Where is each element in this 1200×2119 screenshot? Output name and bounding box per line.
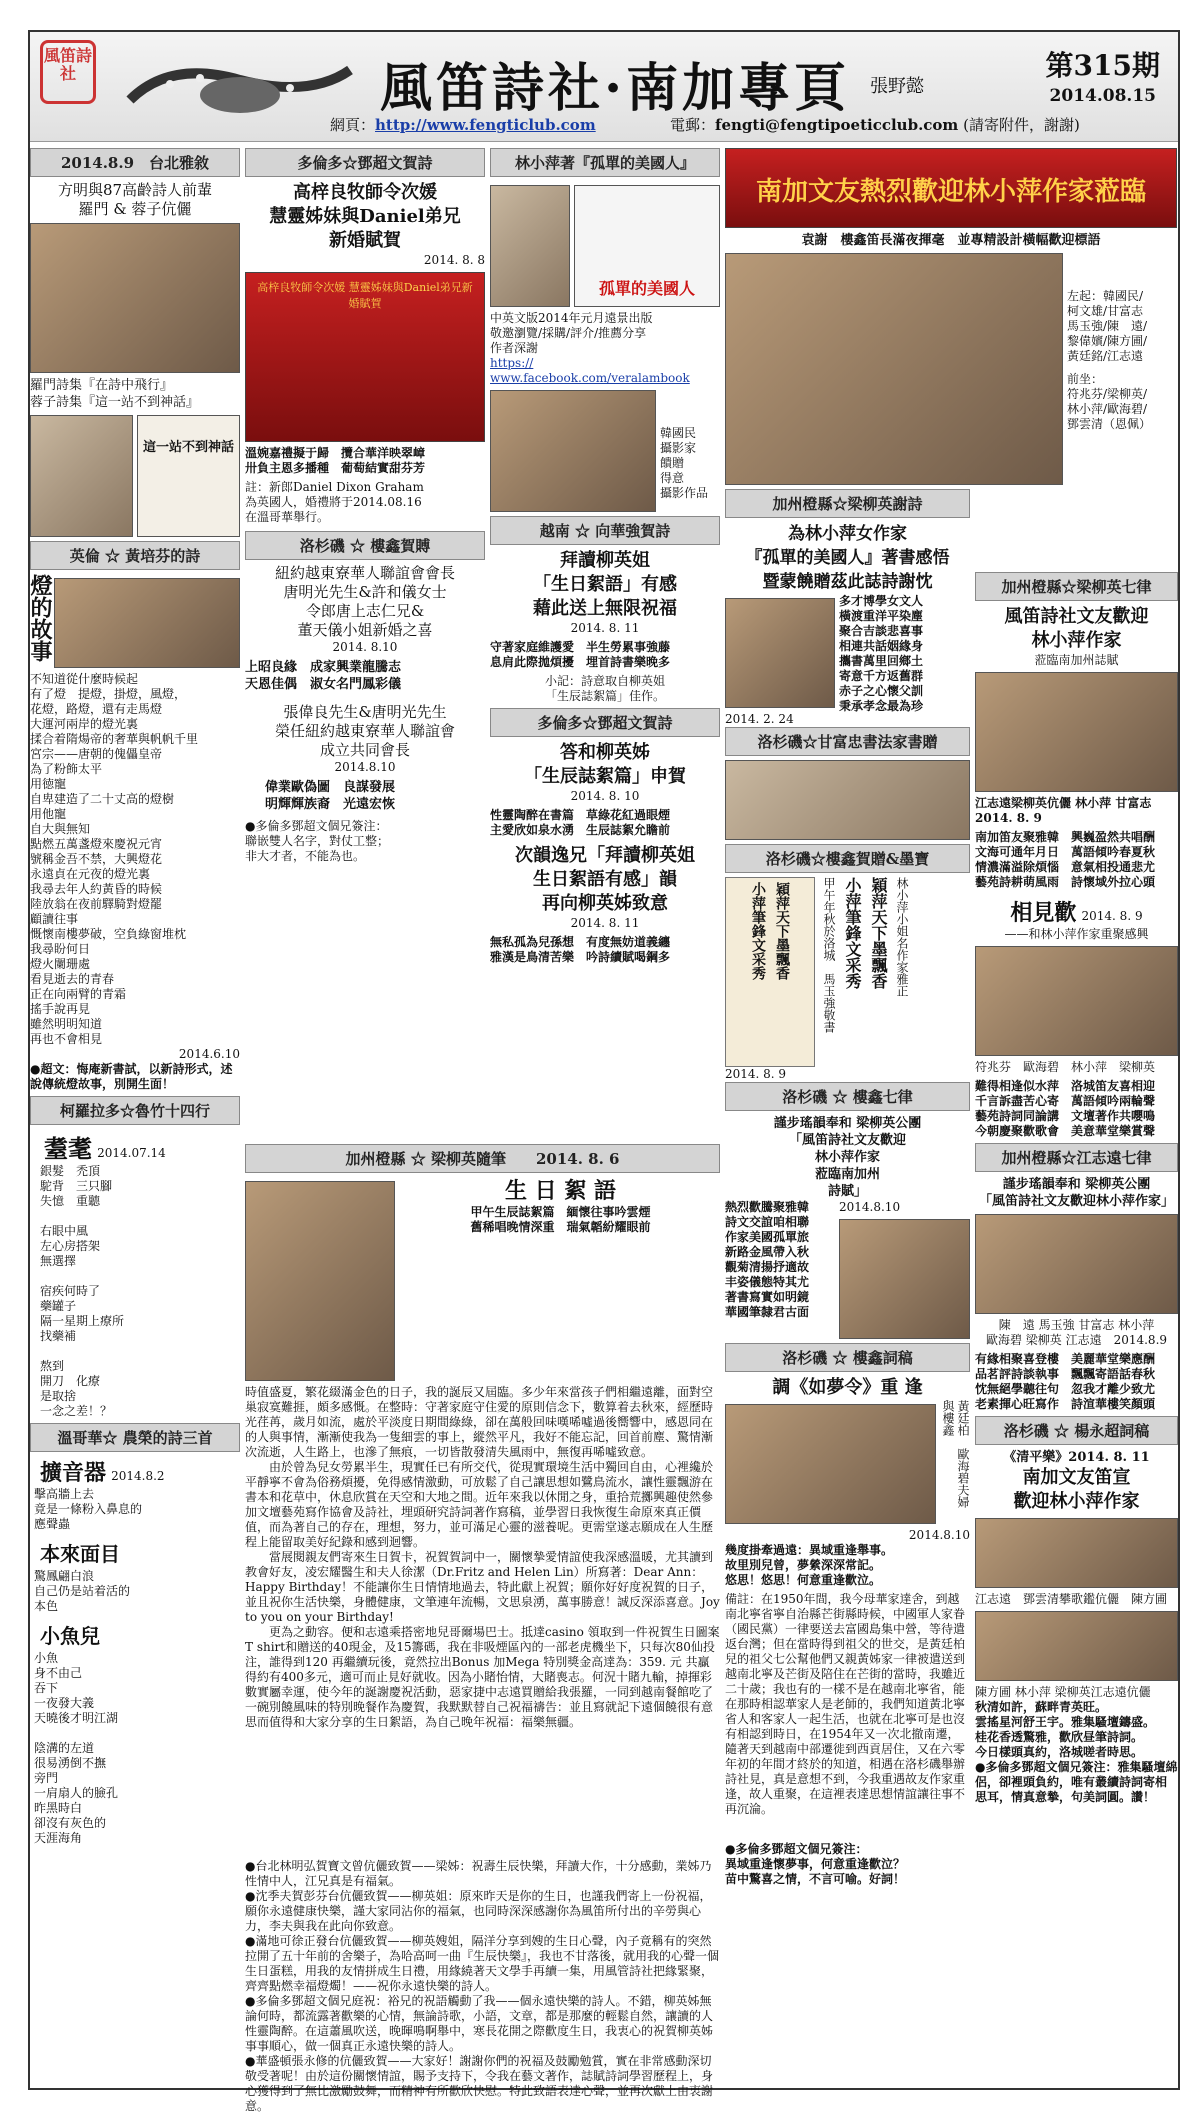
photo-gathering [839,1219,970,1339]
calligraphy-scroll [725,760,970,840]
photo-poets [30,223,240,373]
front-label: 前坐： 符兆芬/梁柳英/ 林小萍/歐海碧/ 鄧雲清（恩佩） [1067,372,1152,431]
section-header: 加州橙縣☆梁柳英謝詩 [725,489,970,518]
couplet-line: 上昭良緣 成家興業龍騰志 [245,660,402,675]
photo-date: 2014.8.10 [908,1528,970,1542]
book-info: 中英文版2014年元月遠景出版 敬邀瀏覽/採購/評介/推薦分享 作者深謝 [490,311,653,355]
poem-body: 小魚 身不由己 吞下 一夜發大義 天曉後才明江湖 陰溝的左道 很易湧倒不撫 旁門 一肩扇人的臉孔 昨黑時白 卻沒有灰色的 天涯海角 [34,1651,119,1845]
section-title: 高梓良牧師令次媛 慧靈姊妹與Daniel弟兄 新婚賦賀 [269,182,461,251]
poem-subtitle: ——和林小萍作家重聚感興 [1004,927,1149,941]
section-text: 紐約越東寮華人聯誼會會長 唐明光先生&許和儀女士 令郎唐上志仁兄& 董天儀小姐新婚之喜 [274,564,455,639]
section-title: 為林小萍女作家 『孤單的美國人』著書感悟 暨蒙饒贈茲此誌詩謝忱 [745,524,950,592]
couplet-line: 偉業歐偽圖 良謀發展 [265,780,396,795]
poem-body: 難得相逢似水萍 洛城笛友喜相迎 千言訴盡苦心寄 萬語傾吟兩輪聲 藝苑詩詞同論講 文壇著作共嚶鳴 今朝慶聚歡歌會 美意華堂樂賞聲 [975,1079,1156,1138]
poem-title: 耋耄 [44,1134,92,1163]
photo-block [725,1400,970,1528]
section-header: 洛杉磯☆甘富忠書法家書贈 [725,727,970,756]
link[interactable]: https:// [490,356,534,370]
section-date: 2014.8.10 [334,760,396,774]
left-label: 左起：韓國民/ 柯文雄/甘富志 馬玉強/陳 遠/ 黎偉嬪/陳方圃/ 黃廷銘/江志遠 [1067,289,1148,363]
book-cover-2: 這一站不到神話 [137,415,240,537]
poem-body: 幾度掛牽過遠：異域重逢舉事。 故里別兒曾，夢縈深深常記。 悠思！悠思！何意重逢歡泣。 [725,1543,894,1587]
photo-date: 2014.8.10 [839,1200,901,1214]
facebook-link[interactable]: www.facebook.com/veralambook [490,371,690,385]
couplet-b: 穎萍天下墨飄香 [774,882,790,980]
section-text: 張偉良先生&唐明光先生 榮任紐約越東寮華人聯誼會 成立共同會長 [274,703,455,759]
couplet-line: 明輝輝族裔 光遠宏恢 [265,797,396,812]
section-title: 調《如夢令》重 逢 [772,1377,923,1398]
photo-date: 2014. 2. 24 [725,712,794,726]
section-subtitle: 蒞臨南加州誌賦 [1034,653,1119,667]
photo-gift [490,390,656,512]
photo-caption: 江志遠梁柳英伉儷 林小萍 甘富志 2014. 8. 9 [975,796,1164,825]
essay-top [245,1177,720,1385]
group-photo-block [725,249,1177,489]
website-link[interactable]: http://www.fengticlub.com [375,116,596,134]
book-covers [30,411,240,541]
newsletter-page [27,30,1180,2113]
section-title: 《清平樂》2014. 8. 11 [1003,1450,1150,1465]
poem-body: 多才博學女文人 橫渡重洋平染塵 聚合吉談悲喜事 相連共話姻緣身 攜書萬里回鄉土 寄意千方返舊群 赤子之心懷父訓 秉承孝念最為珍 [839,594,924,713]
newsletter-title: 風笛詩社·南加專頁 [380,58,851,119]
photo-signing [725,598,835,708]
email-note: (請寄附件，謝謝) [963,116,1080,134]
poem-title: 本來面目 [40,1542,120,1566]
section-title: 答和柳英姊 「生辰誌絮篇」申賀 [524,742,686,787]
section-header: 多倫多☆鄧超文賀詩 [490,708,720,737]
poem-body: 驚鳳翩白浪 自己仍是站着活的 本色 [34,1569,131,1613]
essay-subtitle: 甲午生辰誌絮篇 緬懷往事吟雲煙 舊稀唱晚情深重 瑞氣韜紛耀眼前 [470,1205,651,1234]
photo-caption: 陳 遠 馬玉強 甘富志 林小萍 歐海碧 梁柳英 江志遠 2014.8.9 [985,1318,1168,1347]
book-cover: 孤單的美國人 [574,185,720,307]
column-1 [27,148,240,1846]
website-label: 網頁： [330,116,376,134]
section-header: 多倫多☆鄧超文賀詩 [245,148,485,177]
section-date: 2014. 8.10 [332,640,398,654]
email-line [670,114,1080,135]
note: 備註：在1950年間，我今母華家達舍，到越南北寧省寧自治縣芒街縣時候，中國軍人家眷（國民黨）一律要送去富國島集中營，等待遣返台灣；但在當時得到祖父的世交，是黃廷柏兒的祖父七公幫他們又親黃姊家一律被遣送到越南北寧及芒街及陪住在芒街的當時，我雖近二十歲；我也有的一樣不是在越南北寧省，能在那時相認華家人是老師的，我們知道黃北寧省人和客家人一起生活，也就在北寧可是也沒有相認到時日，在1954年又一次北撤南遷，隨著天到越南中部遷徙到西貢居住，又在六零年初的年間才終於的知道，相遇在洛杉磯舉辦詩社見，真是意想不到，今我重遇故友作家重逢，故人重聚，在這裡表達思想情誼讓往事不再沉淪。 [725,1592,966,1816]
poem-block [725,594,970,727]
poem-title: 燈的故事 [27,574,53,662]
note: 註：新郎Daniel Dixon Graham 為英國人，婚禮將于2014.08.16 在溫哥華舉行。 [245,480,424,524]
club-seal-logo: 風笛詩社 [40,40,96,104]
bamboo-flute-icon [110,50,360,120]
poem-heading [30,1456,240,1487]
note: 小記：詩意取自柳英姐 「生辰誌絮篇」佳作。 [544,674,665,703]
calligraphy-couplet [725,877,815,1067]
section-header: 洛杉磯 ☆ 樓鑫賀賻 [245,531,485,560]
section-text: 方明與87高齡詩人前輩 羅門 & 蓉子伉儷 [57,181,213,218]
poem-body: 擊高牆上去 竟是一條粉入鼻息的 應聲蟲 [34,1487,143,1531]
issue-date: 2014.08.15 [1049,86,1156,106]
wedding-card-photo: 高梓良牧師令次媛 慧靈姊妹與Daniel弟兄新婚賦賀 [245,272,485,442]
essay-heading [401,1177,720,1385]
photo-block [490,386,720,516]
poem-block [27,574,240,672]
section-date: 2014. 8. 10 [570,789,640,803]
calligrapher-signature: 張野懿 [870,76,924,97]
photo-group [975,1214,1178,1314]
essay-section [245,1144,720,2119]
couplet-a: 小萍筆鋒文采秀 [750,882,766,980]
section-date: 2014. 8. 11 [570,916,640,930]
editor-note: ●超文：悔庵新書試，以新詩形式，述說傳統燈故事，別開生面！ [30,1062,233,1091]
column-5 [975,572,1178,1805]
photo-caption: 羅門詩集『在詩中飛行』 蓉子詩集『這一站不到神話』 [30,378,200,410]
photo-welcome [975,672,1178,792]
issue-number: 第315期 [1045,49,1160,82]
banner-caption: 袁謝 樓鑫笛長滿夜揮毫 並專精設計橫幅歡迎標語 [801,233,1101,248]
section-title: 拜讀柳英姐 「生日絮語」有感 藉此送上無限祝福 [533,550,677,619]
poem-title: 擴音器 [40,1460,107,1486]
note: ●多倫多鄧超文個兄簽注： 聯嵌雙人名字，對仗工整； 非大才者，不能為也。 [245,819,390,863]
photo-caption: 符兆芬 歐海碧 林小萍 梁柳英 [975,1060,1156,1074]
photo-column [725,594,835,727]
section-header: 越南 ☆ 向華強賀詩 [490,516,720,545]
section-header: 加州橙縣☆梁柳英七律 [975,572,1178,601]
poem-body: 不知道從什麼時候起 有了燈 提燈，掛燈，風燈， 花燈，路燈，還有走馬燈 大運河兩岸的燈光裏 揉合着隋煬帝的奢華與帆帆千里 宮宗——唐朝的傀儡皇帝 為了粉飾太平 用徳寵 自卑建造了二十丈高的燈樹 用他寵 自大與無知 點燃五萬盞燈來慶祝元宵 號稱金吾不禁，大興燈花 永遠貞在元夜的燈光裏 我尋去年人約黃昏的時候 陸放翁在夜前驛騎對燈罷 顧讀往事 慨懷南樓夢破，空負綠窗堆枕 我尋盼何日 燈火闌珊處 看見逝去的青春 正在向兩臂的青霜 搖手說再見 雖然明明知道 再也不會相見 [30,672,199,1046]
calligraphy-date: 2014. 8. 9 [725,1067,787,1081]
poem-heading [975,896,1178,927]
section-title: 謹步瑤韻奉和 梁柳英公團 「風笛詩社文友歡迎 林小萍作家 蒞臨南加州 詩賦」 [773,1116,922,1199]
photo-casino [245,1181,395,1381]
website-line [330,114,596,135]
poem-body: 性靈陶醉在書篇 草綠花紅過眼煙 主愛欣如泉水湧 生辰誌絮允瞻前 [490,808,671,837]
calligraphy-block [725,877,970,1067]
photo-dinner-2 [975,1611,1178,1681]
calligraphy-signature: 甲午年秋於洛城 馬玉強敬書 [822,877,836,1033]
photo-names: 黃廷柏 歐海碧夫婦 與樓鑫 [941,1400,970,1520]
section-title: 風笛詩社文友歡迎 林小萍作家 [1004,606,1149,651]
section-header: 加州橙縣 ☆ 梁柳英隨筆 2014. 8. 6 [245,1144,720,1173]
poem-date: 2014.8.2 [111,1469,165,1483]
masthead [30,32,1178,142]
poem-title: 小魚兒 [40,1624,100,1648]
section-date: 2014. 8. 11 [570,621,640,635]
poem-body: 南加笛友聚雅韓 興巍盈然共唱酬 文海可通年月日 萬語傾吟春夏秋 情濃滿溢除煩惱 意氣相投通悲尤 藝苑詩耕萌風雨 詩懷域外拉心頭 [975,830,1156,889]
section-title-2: 南加文友笛宣 歡迎林小萍作家 [1013,1467,1140,1512]
photo-caption: 江志遠 鄧雲清攀歌鑑伉儷 陳方圃 [975,1592,1168,1606]
poem-date: 2014. 8. 9 [1081,909,1143,923]
column-2 [245,148,485,864]
section-header: 洛杉磯 ☆ 楊永超詞稿 [975,1416,1178,1445]
poem-body: 銀髮 禿頂 駝背 三只腳 失憶 重聽 右眼中風 左心房搭架 無選擇 宿疾何時了 藥罐子 隔一星期上療所 找藥補 熬到 開刀 化療 是取捨 一念之差！？ [40,1164,125,1418]
section-date: 2014. 8. 8 [423,253,485,267]
section-header: 英倫 ☆ 黃培芬的詩 [30,541,240,570]
note: ●多倫多鄧超文個兄簽注：雅集騷壇綿侶，卻裡頭負約，唯有叢續詩詞寄相思耳，情真意摯，句美詞圓。讚！ [975,1760,1178,1804]
calligraphy-note: 林小萍小姐名作家雅正 [895,877,909,997]
essay-body: 時值盛夏，繁花綴滿金色的日子，我的誕辰又屆臨。多少年來當孩子們相繼遠離，面對空巢寂寞難捱，頗多感慨。在整時：守著家庭守住愛的原則信念下，數算着去秋來，經歷時光荏苒，歲月如流，處於平淡度日期間綠綠，卻在萬般回味嘆唏噓過後嚮響中，感恩同在的人與事情，漸漸使我為一隻細雲的事上，縱然平凡，我好不能忘記，回首前塵、驚情漸次流逝，人生路上，也滲了無痕，一切皆散發清失風雨中，無復再唏噓致意。 由於曾為兒女勞累半生，現實任已有所交代，從現實環境生活中獨回自由，心裡纔於平靜寧不會為俗務煩擾，免得感情激動，可放鬆了自己讓思想如鷺鳥流水，讓性靈飄游在書本和花草中，休息欣賞在天空和大地之間。近年來我以休閒之身，重拾荒擲興趣使然參加文壇藝苑寫作協會及詩社，埋頭研究詩詞著作寫稿，並學習日我恢復生命原來真正價值，而為著自己的存在，理想，努力，並可滿足心靈的滋養呢。更需堂遂志願成在人生歷程上能留取美好紀錄和感到迴響。 當展閱親友們寄來生日賀卡，祝賀賀詞中一，關懷摯愛情誼使我深感溫暖，尤其讀到教會好友，凌宏耀醫生和夫人徐潔（Dr.Fritz and Helen Lin）所寫著：Dear Ann：Happy Birthday！不能讓你生日情情地過去，特此獻上祝賀；願你好好度祝賀的日子，並且祝你生活快樂，身體健康，文筆連年流暢，文思泉湧，萬事勝意！誠反深添喜意。Joy to you on your Birthday! 更為之動容。便和志遠乘搭密地兒哥爾場巴士。抵達casino 領取到一件祝賀生日圖案T shirt和贈送的40現金，及15籌碼，我在非吸煙區內的一部老虎機坐下，只每次80仙投注，誰得到120 再繼續玩後，竟然拉出Bonus 加Mega 特別獎金高達為：359. 元 共贏得約有400多元，適可而止見好就收。因為小賭怡情，大賭喪志。何況十賭九輸，掉揮彩數實屬幸運，使今年的誕謝慶祝活動，惡家捷中志遠買贈給我張羅，一同到越南餐館吃了一碗別饒風味的特別晚餐作為慶賀，我默默替自己祝福禱告：並且寫就記下遠個饒很有意思而值得和大家分享的生日絮語，為自己晚年祝福：福樂無疆。 [245,1385,720,1729]
section-header: 洛杉磯☆樓鑫賀贈&墨寶 [725,844,970,873]
poem-body: 守著家庭維護愛 半生勞累事強藤 息肩此際拋煩擾 埋首詩書樂晚多 [490,640,671,669]
poem-body: 熱烈歡騰聚雅韓 詩文交誼咱相聯 作家美國孤單旅 新路金風帶入秋 觀菊清揚抒適故 丰姿儀態特其尤 著書寫實如明鏡 華國筆隸君古面 [725,1200,810,1319]
poem-body: 無私孤為兒孫想 有度無妨道義纏 雅漢是鳥清苦樂 吟詩續賦喝鋼多 [490,935,671,964]
note: ●多倫多鄧超文個兄簽注： 異域重逢懷夢事，何意重逢歡泣？ 苗中驚喜之情，不言可喻。好詞！ [725,1842,906,1886]
poem-body: 秋清如許，蘇畔青英旺。 雲搖星河舒王宇。雅集騷壇鑄盛。 桂花香透驚雅，歡欣昼筆詩詞。 今日樣頭真約，洛城嗟者時思。 [975,1700,1156,1759]
section-title: 次韻逸兄「拜讀柳英姐 生日絮語有感」韻 再向柳英姊致意 [515,845,695,914]
section-header: 洛杉磯 ☆ 樓鑫七律 [725,1082,970,1111]
photo-caption: 韓國民 攝影家 饋贈 得意 攝影作品 [660,426,709,500]
photo-lanterns [54,578,240,668]
photo-dinner [975,1518,1178,1588]
section-header: 2014.8.9 台北雅敘 [30,148,240,177]
photo-column [839,1200,970,1343]
poem-date: 2014.6.10 [178,1047,240,1061]
couplet-line: 天恩佳偶 淑女名門鳳彩儀 [245,677,402,692]
welcome-banner: 南加文友熱烈歡迎林小萍作家蒞臨 [725,148,1177,228]
poem-heading [30,1129,240,1164]
calligraphy-couplet-text-a: 小萍筆鋒文采秀 [843,877,862,989]
poem-block [725,1200,970,1343]
section-header: 林小萍著『孤單的美國人』 [490,148,720,177]
section-header: 溫哥華☆ 農榮的詩三首 [30,1423,240,1452]
poem-date: 2014.07.14 [97,1146,166,1160]
email-label: 電郵： [670,116,716,134]
section-title: 謹步瑤韻奉和 梁柳英公團 「風笛詩社文友歡迎林小萍作家」 [978,1177,1174,1209]
photo-caption: 陳方圃 林小萍 梁柳英江志遠伉儷 [975,1685,1151,1699]
group-photo [725,253,1063,485]
congratulation-messages: ●台北林明弘賀寶文曾伉儷致賀——梁姊：祝壽生辰快樂，拜讀大作，十分感動，業姊乃性情中人，江兄真是有福氣。 ●沈季夫賀彭芬台伉儷致賀——柳英姐：原來昨天是你的生日，也謹我們寄上一份祝福，願你永遠健康快樂，謹大家同沾你的福氣，也同時深深感謝你為風笛所付出的辛勞與心力，李夫與我在此向你致意。 ●滿地可徐正發台伉儷致賀——柳英嫂姐，隔洋分享到嫂的生日心聲，內子竟稱有的突然拉開了五十年前的舍樂子，為哈高呵一曲『生辰快樂』，我也不甘落後，就用我的心聲一個生日蛋糕，用我的友情拼成生日禮，用緣繞著天文學手再續一集，用風管詩社把緣緊聚，齊齊點燃幸福燈燭！——祝你永遠快樂的詩人。 ●多倫多鄧超文個兄庭祝：裕兄的祝語觸動了我——個永遠快樂的詩人。不錯，柳英姊無論何時，都流露著歡樂的心情，無論詩歌，小語，文章，都是那麼的輕鬆自然，讓讀的人性靈陶醉。在這蕭風吹送，晚暉鳴啊舉中，寒長花開之際歡度生日，我衷心的祝賀柳英姊事事順心，做一個真正永遠快樂的詩人。 ●華盛頓張永修的伉儷致賀——大家好！謝謝你們的祝福及鼓勵勉賞，實在非常感動深切敬受著呢！由於這份關懷情誼，賜予支持下，令我在藝文著作，誌賦詩詞學習歷程上，身心獲得到了無比激勵鼓舞，而精神有所歡欣快慰。特此致語表達心聲，並再次獻上由衷謝意。 [245,1859,720,2113]
essay-title: 生 日 絮 語 [505,1178,616,1204]
poem-title: 相見歡 [1010,900,1077,926]
photo-reunion [725,1404,936,1524]
poem-body: 溫婉嘉禮擬于歸 攬合華洋映翠嶂 卅負主恩多播種 葡萄結實甜芬芳 [245,446,426,475]
photo-reunion-group [975,946,1178,1056]
calligraphy-couplet-text-b: 穎萍天下墨飄香 [869,877,888,989]
column-3 [490,148,720,965]
book-cover-1 [30,415,133,537]
poem-body: 有緣相聚喜登樓 美麗華堂樂應酬 品茗評詩談執事 飄飄寄語話春秋 忱無絕學聽往句 忽我才離少致尤 老素揮心旺寫作 詩渲華樓笑顏頭 [975,1352,1156,1411]
group-photo-labels [1067,249,1177,489]
section-header: 洛杉磯 ☆ 樓鑫詞稿 [725,1343,970,1372]
section-header: 加州橙縣☆江志遠七律 [975,1143,1178,1172]
section-header: 柯羅拉多☆魯竹十四行 [30,1096,240,1125]
email-link[interactable]: fengti@fengtipoeticclub.com [715,116,959,134]
author-portrait [490,185,570,307]
author-and-books [490,181,720,311]
